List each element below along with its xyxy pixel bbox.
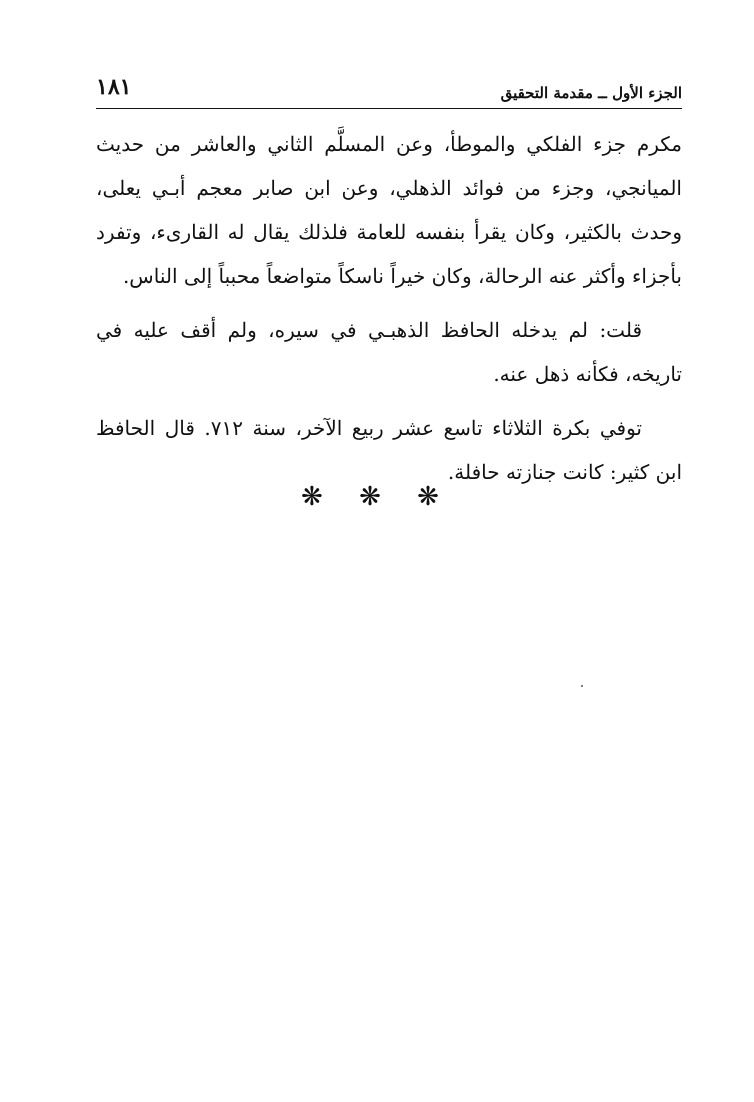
- running-title: الجزء الأول ــ مقدمة التحقيق: [500, 84, 682, 102]
- paragraph-biography: مكرم جزء الفلكي والموطأ، وعن المسلَّم الثاني والعاشر من حديث الميانجي، وجزء من فوائد الذهلي، وعن ابن صابر معجم أبـي يعلى، وحدث بالكثير، وكان يقرأ بنفسه للعامة فلذلك يقال له القارىء، وتفرد بأجزاء وأكثر عنه الرحالة، وكان خيراً ناسكاً متواضعاً محبباً إلى الناس.: [96, 132, 682, 288]
- page-header: [96, 70, 682, 109]
- scan-speck: [581, 685, 583, 687]
- body-text: [96, 122, 682, 494]
- page-number: ١٨١: [96, 74, 132, 100]
- section-separator: ❋ ❋ ❋: [301, 482, 453, 512]
- paragraph-editor-note: قلت: لم يدخله الحافظ الذهبـي في سيره، ولم أقف عليه في تاريخه، فكأنه ذهل عنه.: [96, 318, 682, 386]
- paragraph-death: توفي بكرة الثلاثاء تاسع عشر ربيع الآخر، سنة ٧١٢. قال الحافظ ابن كثير: كانت جنازته حافلة.: [96, 416, 682, 484]
